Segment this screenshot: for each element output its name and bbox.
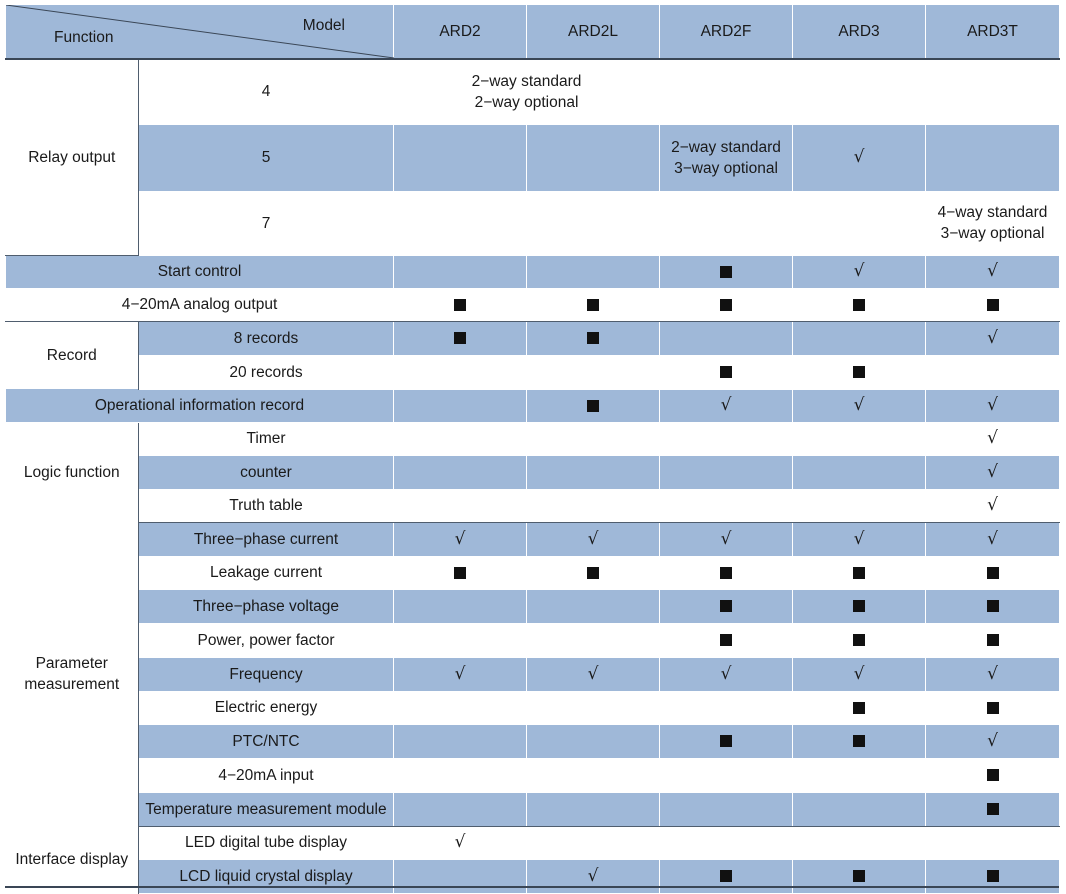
param-group-line2: measurement <box>24 676 120 693</box>
cell <box>394 255 527 288</box>
square-icon <box>720 735 732 747</box>
cell <box>660 623 793 657</box>
cell <box>793 59 926 124</box>
header-model-ard2: ARD2 <box>394 5 527 59</box>
group-interface-display: Interface display <box>6 826 139 893</box>
table-row <box>6 489 1060 522</box>
table-row <box>6 255 1060 288</box>
relay-5-line2: 3−way optional <box>674 159 778 177</box>
check-icon: √ <box>720 395 732 415</box>
cell <box>926 389 1060 422</box>
cell <box>793 758 926 792</box>
cell <box>527 489 660 522</box>
check-icon: √ <box>454 832 466 852</box>
feature-comparison-table <box>5 5 1060 894</box>
cell <box>793 422 926 455</box>
group-record: Record <box>6 321 139 389</box>
relay-5-label: 5 <box>139 124 394 191</box>
table-row <box>6 589 1060 623</box>
cell <box>394 124 527 191</box>
relay-7-line2: 3−way optional <box>940 225 1045 242</box>
cell <box>527 758 660 792</box>
relay-4-line2: 2−way optional <box>474 93 579 111</box>
cell <box>394 355 527 389</box>
square-icon <box>720 600 732 612</box>
led-label: LED digital tube display <box>139 826 394 859</box>
cell <box>527 589 660 623</box>
cell <box>660 288 793 321</box>
relay-5-line1: 2−way standard <box>671 138 781 156</box>
cell <box>527 288 660 321</box>
cell <box>660 255 793 288</box>
cell <box>926 455 1060 489</box>
table-row <box>6 556 1060 589</box>
check-icon: √ <box>987 327 998 348</box>
square-icon <box>853 735 865 747</box>
square-icon <box>720 634 732 646</box>
check-icon: √ <box>853 147 865 167</box>
lcd-label: LCD liquid crystal display <box>139 859 394 893</box>
cell <box>793 522 926 556</box>
header-model-ard2f: ARD2F <box>660 5 793 59</box>
cell <box>793 623 926 657</box>
cell <box>660 455 793 489</box>
cell <box>793 691 926 724</box>
param-group-line1: Parameter <box>35 655 108 672</box>
square-icon <box>987 870 999 882</box>
cell <box>793 489 926 522</box>
cell <box>527 124 660 191</box>
cell <box>793 191 926 255</box>
header-model-ard2l: ARD2L <box>527 5 660 59</box>
cell <box>394 758 527 792</box>
cell <box>660 355 793 389</box>
cell <box>527 191 660 255</box>
op-info-label: Operational information record <box>6 389 394 422</box>
cell <box>394 288 527 321</box>
square-icon <box>853 634 865 646</box>
cell <box>527 691 660 724</box>
cell <box>394 191 527 255</box>
table-row <box>6 422 1060 455</box>
check-icon: √ <box>720 663 732 684</box>
table-row <box>6 455 1060 489</box>
cell <box>527 255 660 288</box>
relay-4-ard2-ard2l <box>394 59 660 124</box>
cell <box>660 724 793 758</box>
cell <box>394 556 527 589</box>
cell <box>926 589 1060 623</box>
cell <box>527 522 660 556</box>
cell <box>926 556 1060 589</box>
cell <box>394 455 527 489</box>
relay-7-line1: 4−way standard <box>937 204 1048 221</box>
table-row <box>6 59 1060 124</box>
cell <box>660 422 793 455</box>
electric-energy-label: Electric energy <box>139 691 394 724</box>
check-icon: √ <box>987 495 998 515</box>
check-icon: √ <box>853 395 865 415</box>
table-row <box>6 522 1060 556</box>
square-icon <box>987 702 999 714</box>
square-icon <box>454 299 466 311</box>
cell <box>926 422 1060 455</box>
records-8-label: 8 records <box>139 321 394 355</box>
cell <box>793 321 926 355</box>
cell <box>660 556 793 589</box>
check-icon: √ <box>987 528 998 549</box>
three-phase-voltage-label: Three−phase voltage <box>139 589 394 623</box>
cell <box>394 389 527 422</box>
cell <box>394 589 527 623</box>
counter-label: counter <box>139 455 394 489</box>
square-icon <box>454 567 466 579</box>
cell <box>660 489 793 522</box>
ma-input-label: 4−20mA input <box>139 758 394 792</box>
cell <box>394 657 527 691</box>
cell <box>926 288 1060 321</box>
three-phase-current-label: Three−phase current <box>139 522 394 556</box>
square-icon <box>720 299 732 311</box>
cell <box>793 589 926 623</box>
cell <box>394 724 527 758</box>
square-icon <box>720 366 732 378</box>
cell <box>527 355 660 389</box>
start-control-label: Start control <box>6 255 394 288</box>
cell <box>394 826 527 859</box>
cell <box>793 657 926 691</box>
check-icon: √ <box>987 428 998 448</box>
cell <box>660 321 793 355</box>
table-row <box>6 321 1060 355</box>
cell <box>660 589 793 623</box>
cell <box>394 489 527 522</box>
relay-7-label: 7 <box>139 191 394 255</box>
cell <box>394 623 527 657</box>
square-icon <box>853 567 865 579</box>
table-row <box>6 623 1060 657</box>
table-row <box>6 288 1060 321</box>
cell <box>660 389 793 422</box>
cell <box>660 522 793 556</box>
cell <box>926 489 1060 522</box>
relay-5-ard2f <box>660 124 793 191</box>
square-icon <box>987 299 999 311</box>
relay-5-ard3 <box>793 124 926 191</box>
table-row <box>6 758 1060 792</box>
leakage-current-label: Leakage current <box>139 556 394 589</box>
cell <box>394 422 527 455</box>
header-model-ard3: ARD3 <box>793 5 926 59</box>
cell <box>527 422 660 455</box>
records-20-label: 20 records <box>139 355 394 389</box>
square-icon <box>853 600 865 612</box>
cell <box>793 288 926 321</box>
check-icon: √ <box>587 663 599 684</box>
check-icon: √ <box>853 261 865 281</box>
square-icon <box>987 769 999 781</box>
cell <box>527 455 660 489</box>
cell <box>527 792 660 826</box>
cell <box>793 792 926 826</box>
ptc-ntc-label: PTC/NTC <box>139 724 394 758</box>
cell <box>527 826 660 859</box>
cell <box>926 657 1060 691</box>
check-icon: √ <box>454 528 466 549</box>
cell <box>394 522 527 556</box>
header-corner-cell <box>6 5 394 59</box>
timer-label: Timer <box>139 422 394 455</box>
check-icon: √ <box>987 461 998 482</box>
cell <box>793 389 926 422</box>
square-icon <box>987 600 999 612</box>
check-icon: √ <box>587 865 599 886</box>
temp-module-label: Temperature measurement module <box>139 792 394 826</box>
header-row <box>6 5 1060 59</box>
cell <box>394 321 527 355</box>
cell <box>926 522 1060 556</box>
cell <box>926 724 1060 758</box>
cell <box>926 623 1060 657</box>
cell <box>926 826 1060 859</box>
cell <box>527 321 660 355</box>
table-row <box>6 826 1060 859</box>
cell <box>660 792 793 826</box>
cell <box>527 657 660 691</box>
table-row <box>6 657 1060 691</box>
cell <box>527 389 660 422</box>
header-function-label: Function <box>54 29 114 46</box>
square-icon <box>720 870 732 882</box>
cell <box>926 691 1060 724</box>
cell <box>660 758 793 792</box>
analog-output-label: 4−20mA analog output <box>6 288 394 321</box>
table-row <box>6 691 1060 724</box>
square-icon <box>587 299 599 311</box>
group-relay-output: Relay output <box>6 59 139 255</box>
power-factor-label: Power, power factor <box>139 623 394 657</box>
cell <box>660 826 793 859</box>
square-icon <box>720 266 732 278</box>
cell <box>527 556 660 589</box>
check-icon: √ <box>454 663 466 684</box>
truth-table-label: Truth table <box>139 489 394 522</box>
cell <box>660 691 793 724</box>
check-icon: √ <box>853 528 865 549</box>
check-icon: √ <box>987 730 998 751</box>
cell <box>660 191 793 255</box>
check-icon: √ <box>987 261 998 281</box>
square-icon <box>587 400 599 412</box>
check-icon: √ <box>720 528 732 549</box>
square-icon <box>987 567 999 579</box>
square-icon <box>587 332 599 344</box>
square-icon <box>853 702 865 714</box>
group-parameter-measurement <box>6 522 139 826</box>
cell <box>793 556 926 589</box>
cell <box>527 623 660 657</box>
table-row <box>6 124 1060 191</box>
cell <box>793 455 926 489</box>
relay-4-line1: 2−way standard <box>471 72 582 90</box>
cell <box>394 792 527 826</box>
cell <box>660 657 793 691</box>
table-row <box>6 724 1060 758</box>
cell <box>394 691 527 724</box>
relay-7-ard3t <box>926 191 1060 255</box>
cell <box>926 321 1060 355</box>
cell <box>793 724 926 758</box>
table-row <box>6 792 1060 826</box>
square-icon <box>720 567 732 579</box>
table-row <box>6 355 1060 389</box>
cell <box>926 758 1060 792</box>
check-icon: √ <box>853 663 865 684</box>
square-icon <box>853 366 865 378</box>
check-icon: √ <box>987 395 998 415</box>
cell <box>527 724 660 758</box>
square-icon <box>587 567 599 579</box>
check-icon: √ <box>587 528 599 549</box>
relay-4-label: 4 <box>139 59 394 124</box>
table-row <box>6 191 1060 255</box>
table-row <box>6 389 1060 422</box>
header-model-label: Model <box>302 17 345 34</box>
cell <box>926 59 1060 124</box>
table-bottom-rule <box>5 886 1059 888</box>
cell <box>793 255 926 288</box>
cell <box>926 255 1060 288</box>
cell <box>660 59 793 124</box>
frequency-label: Frequency <box>139 657 394 691</box>
cell <box>926 792 1060 826</box>
cell <box>793 826 926 859</box>
square-icon <box>987 634 999 646</box>
square-icon <box>454 332 466 344</box>
cell <box>926 124 1060 191</box>
cell <box>926 355 1060 389</box>
check-icon: √ <box>987 663 998 684</box>
square-icon <box>987 803 999 815</box>
square-icon <box>853 870 865 882</box>
group-logic-function: Logic function <box>6 422 139 522</box>
square-icon <box>853 299 865 311</box>
cell <box>793 355 926 389</box>
header-model-ard3t: ARD3T <box>926 5 1060 59</box>
